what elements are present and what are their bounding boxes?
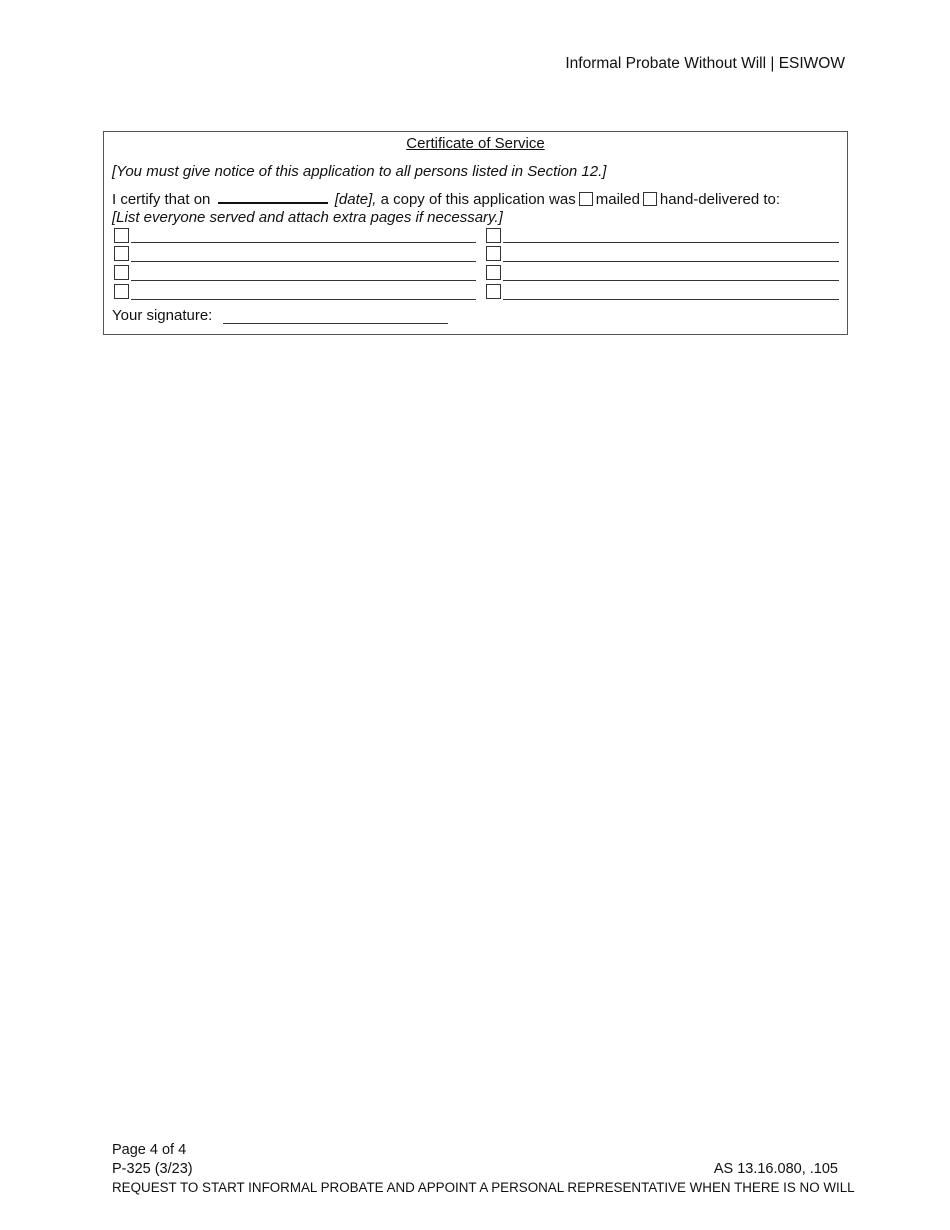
served-name-field[interactable] xyxy=(131,261,476,262)
certify-prefix: I certify that on xyxy=(112,191,211,208)
hand-delivered-checkbox[interactable] xyxy=(643,192,657,206)
footer-page-number: Page 4 of 4 xyxy=(112,1142,187,1158)
list-instruction: [List everyone served and attach extra pages if necessary.] xyxy=(112,209,503,226)
mailed-checkbox[interactable] xyxy=(579,192,593,206)
served-checkbox[interactable] xyxy=(486,228,501,243)
certificate-title: Certificate of Service xyxy=(406,135,545,152)
header-title: Informal Probate Without Will | ESIWOW xyxy=(565,55,845,72)
served-name-field[interactable] xyxy=(503,299,839,300)
served-checkbox[interactable] xyxy=(114,284,129,299)
date-field[interactable] xyxy=(218,190,328,204)
served-name-field[interactable] xyxy=(131,280,476,281)
footer-form-title: REQUEST TO START INFORMAL PROBATE AND APPOINT A PERSONAL REPRESENTATIVE WHEN THERE IS NO WILL xyxy=(112,1180,855,1195)
served-name-field[interactable] xyxy=(131,242,476,243)
notice-text: [You must give notice of this application to all persons listed in Section 12.] xyxy=(112,163,607,180)
footer-statute: AS 13.16.080, .105 xyxy=(713,1161,838,1177)
certify-line xyxy=(112,190,780,208)
certificate-of-service-box xyxy=(103,131,848,335)
served-name-field[interactable] xyxy=(503,280,839,281)
certify-middle: a copy of this application was xyxy=(380,191,576,208)
served-checkbox[interactable] xyxy=(486,284,501,299)
served-name-field[interactable] xyxy=(503,242,839,243)
hand-delivered-label: hand-delivered to: xyxy=(659,191,781,208)
date-label: [date], xyxy=(334,191,377,208)
served-checkbox[interactable] xyxy=(114,265,129,280)
served-name-field[interactable] xyxy=(503,261,839,262)
served-name-field[interactable] xyxy=(131,299,476,300)
mailed-label: mailed xyxy=(595,191,640,208)
served-checkbox[interactable] xyxy=(114,228,129,243)
served-checkbox[interactable] xyxy=(486,265,501,280)
footer-form-number: P-325 (3/23) xyxy=(112,1161,193,1177)
served-checkbox[interactable] xyxy=(114,246,129,261)
served-checkbox[interactable] xyxy=(486,246,501,261)
signature-field[interactable] xyxy=(223,323,448,324)
signature-label: Your signature: xyxy=(112,307,213,324)
